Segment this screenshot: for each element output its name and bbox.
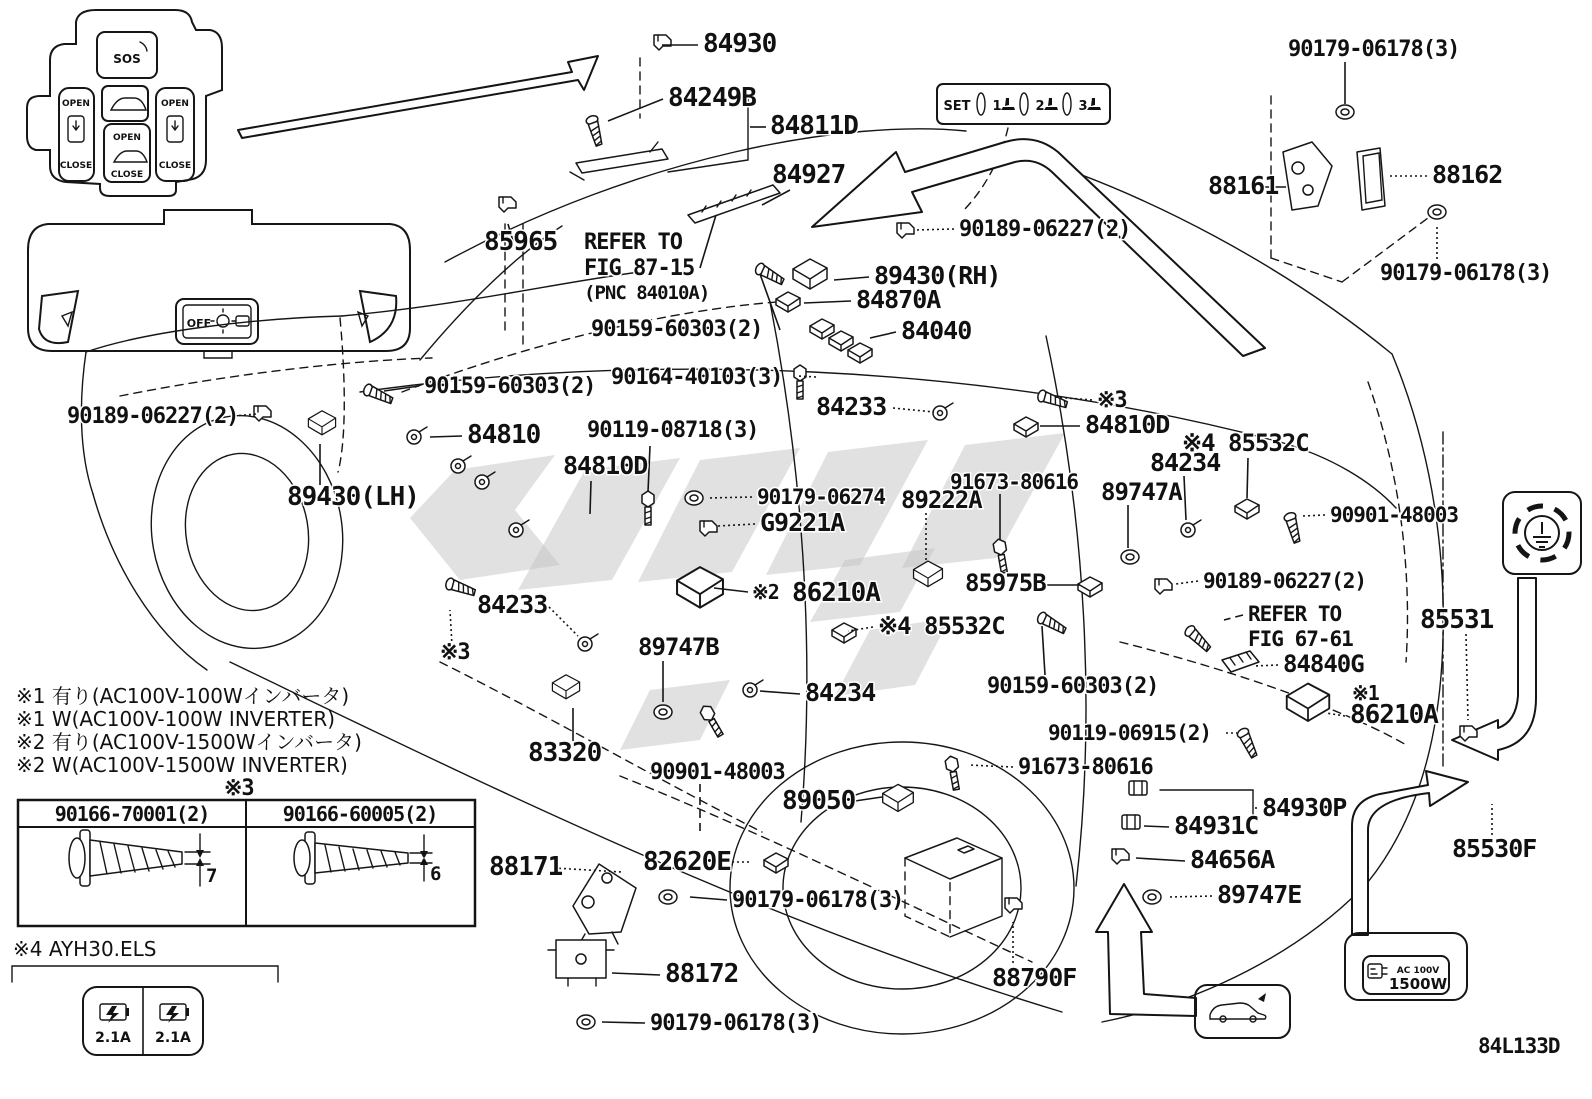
- part-label: 90189-06227(2): [1203, 569, 1367, 593]
- part-label: 84810D: [1085, 410, 1170, 439]
- leader-line: [700, 215, 716, 268]
- leader-line: [1224, 615, 1243, 620]
- part-label: 88790F: [992, 963, 1077, 992]
- leader-line: [893, 408, 934, 412]
- usb-amp-label-2: 2.1A: [155, 1030, 191, 1046]
- screw-figure-1: [69, 830, 217, 887]
- part-label: 90119-06915(2): [1048, 721, 1212, 745]
- part-label: 84234: [1150, 448, 1221, 477]
- leader-line: [1302, 515, 1325, 516]
- leader-line: [1466, 634, 1468, 720]
- part-label: 90179-06178(3): [1380, 261, 1552, 286]
- note-2-jp: ※2 有り(AC100V-1500Wインバータ): [16, 730, 362, 754]
- note-1-jp: ※1 有り(AC100V-100Wインバータ): [16, 684, 350, 708]
- outlet-wattage-label: 1500W: [1388, 975, 1448, 993]
- seat-memory-2-button[interactable]: 2: [1035, 99, 1045, 114]
- part-label: 90179-06178(3): [650, 1011, 822, 1036]
- part-label: 90901-48003: [1330, 503, 1459, 527]
- seat-memory-panel: [937, 84, 1110, 124]
- usb-ports-panel: [83, 987, 203, 1055]
- part-label: 90901-48003: [650, 760, 785, 785]
- leader-line: [608, 99, 663, 121]
- part-label: 85530F: [1452, 834, 1537, 863]
- module-88172: [548, 940, 614, 986]
- leader-line: [870, 332, 896, 338]
- leader-line: [1042, 626, 1045, 675]
- part-label: 90159-60303(2): [591, 317, 763, 342]
- leader-line: [612, 973, 660, 975]
- bracket-88171: [573, 864, 636, 948]
- usb-amp-label-1: 2.1A: [95, 1030, 131, 1046]
- leader-line: [1326, 713, 1345, 716]
- part-label: 88162: [1432, 160, 1503, 189]
- part-label: 90179-06274: [757, 485, 886, 509]
- seat-memory-set-button[interactable]: SET: [943, 99, 971, 114]
- part-label: 84930: [703, 29, 777, 59]
- left-open-label: OPEN: [62, 99, 90, 109]
- part-label: 82620E: [643, 847, 731, 877]
- center-close-label: CLOSE: [110, 170, 144, 180]
- part-label: 91673-80616: [1018, 755, 1153, 780]
- part-label: 89430(LH): [287, 482, 419, 512]
- part-label: 90179-06178(3): [1288, 37, 1460, 62]
- part-label: ※1: [1352, 681, 1379, 705]
- note-2-en: ※2 W(AC100V-1500W INVERTER): [16, 753, 348, 777]
- part-label: 90119-08718(3): [587, 418, 759, 443]
- leader-line: [760, 691, 800, 694]
- battery: [905, 838, 1002, 937]
- leader-line: [430, 436, 462, 437]
- pointer-arrow-liftgate-panel: [1096, 884, 1196, 1016]
- part-label: ※2: [752, 580, 779, 604]
- pointer-arrow-center: [812, 139, 1265, 356]
- part-label: 86210A: [1350, 700, 1438, 730]
- seat-memory-3-button[interactable]: 3: [1078, 99, 1088, 114]
- part-label: 84810: [467, 420, 541, 450]
- power-outlet-panel: [1345, 933, 1467, 1000]
- part-label: 90159-60303(2): [424, 374, 596, 399]
- part-label: 84811D: [770, 111, 858, 141]
- part-label: 89747A: [1101, 478, 1182, 506]
- pointer-arrow-outlet-panel: [1352, 771, 1468, 935]
- pointer-arrow-roof-rail: [238, 56, 598, 138]
- part-label: 84234: [805, 678, 876, 707]
- leader-line: [804, 301, 851, 303]
- screw-dim-1: 7: [206, 865, 217, 887]
- leader-line: [549, 607, 578, 636]
- part-label: 84870A: [856, 285, 941, 314]
- part-label: 89050: [782, 786, 856, 816]
- liftgate-switch-panel: [1195, 985, 1290, 1038]
- part-label: ※4 85532C: [1182, 429, 1309, 457]
- part-label: 84927: [772, 160, 846, 190]
- part-label: 84840G: [1283, 650, 1364, 678]
- leader-line: [602, 1022, 645, 1023]
- part-label: G9221A: [760, 508, 845, 537]
- part-label: 88171: [489, 852, 563, 882]
- part-label: ※3: [440, 640, 470, 665]
- ground-point-emblem: [1503, 492, 1581, 574]
- part-label: 85975B: [965, 569, 1046, 597]
- part-label: FIG 67-61: [1248, 627, 1353, 651]
- screw-figure-2: [294, 832, 441, 885]
- part-label: 84930P: [1262, 793, 1347, 822]
- part-label: 84040: [901, 316, 972, 345]
- part-label: 90189-06227(2): [959, 217, 1131, 242]
- leader-line: [1136, 858, 1185, 861]
- leader-line: [1144, 826, 1169, 827]
- leader-line: [1247, 458, 1248, 498]
- part-label: FIG 87-15: [584, 256, 695, 281]
- part-label: 89747B: [638, 633, 719, 661]
- note-1-en: ※1 W(AC100V-100W INVERTER): [16, 707, 336, 731]
- dome-off-label: OFF: [186, 317, 212, 330]
- part-label: 90159-60303(2): [987, 674, 1159, 699]
- battery-charge-icon: [160, 1004, 189, 1023]
- screw-size-table: [18, 800, 475, 926]
- dome-lamp-console-inset: [28, 210, 410, 358]
- screw-table-col1-header: 90166-70001(2): [54, 802, 210, 826]
- screw-dim-2: 6: [430, 863, 441, 885]
- screw-table-col2-header: 90166-60005(2): [282, 802, 438, 826]
- part-label: 86210A: [792, 578, 880, 608]
- part-label: 84249B: [668, 83, 756, 113]
- part-label: 84233: [477, 590, 548, 619]
- part-label: 91673-80616: [950, 470, 1079, 494]
- overhead-console-inset: [27, 10, 222, 196]
- leader-line: [798, 376, 816, 377]
- part-label: 84810D: [563, 451, 648, 480]
- part-label: 88172: [665, 959, 739, 989]
- part-label: ※4 85532C: [878, 612, 1005, 640]
- part-label: 88161: [1208, 171, 1279, 200]
- center-open-label: OPEN: [113, 133, 141, 143]
- plug-icon: [1368, 964, 1382, 978]
- part-label: 89430(RH): [874, 261, 1001, 290]
- part-label: 84233: [816, 392, 887, 421]
- leader-line: [914, 229, 954, 230]
- leader-line: [834, 277, 869, 280]
- part-label: 89747E: [1217, 880, 1302, 909]
- right-open-label: OPEN: [161, 99, 189, 109]
- part-label: REFER TO: [1248, 602, 1342, 626]
- part-label: 84931C: [1174, 811, 1259, 840]
- part-label: 90164-40103(3): [611, 365, 783, 390]
- leader-line: [1170, 896, 1212, 897]
- note-4-text: ※4 AYH30.ELS: [13, 937, 157, 961]
- leader-line: [968, 765, 1013, 767]
- left-close-label: CLOSE: [59, 161, 93, 171]
- part-label: 85965: [484, 227, 558, 257]
- battery-charge-icon: [100, 1004, 129, 1023]
- part-label: 84L133D: [1478, 1034, 1560, 1058]
- part-label: ※3: [1097, 388, 1127, 413]
- outlet-voltage-label: AC 100V: [1396, 966, 1440, 976]
- car-silhouette-icon: [1210, 1003, 1266, 1019]
- sos-button-label[interactable]: SOS: [113, 52, 141, 66]
- leader-line: [554, 868, 622, 872]
- seat-memory-1-button[interactable]: 1: [992, 99, 1002, 114]
- part-label: 85531: [1420, 605, 1494, 635]
- part-label: 90179-06178(3): [732, 888, 904, 913]
- leader-line: [1176, 581, 1198, 584]
- note-3-mark: ※3: [224, 776, 254, 801]
- part-label: 83320: [528, 738, 602, 768]
- part-label: (PNC 84010A): [584, 282, 710, 304]
- part-label: 90189-06227(2): [67, 404, 239, 429]
- part-label: 84656A: [1190, 845, 1275, 874]
- back-door-button[interactable]: [102, 86, 148, 121]
- part-label: 89222A: [901, 486, 982, 514]
- part-label: REFER TO: [584, 230, 682, 255]
- leader-line: [1254, 665, 1278, 666]
- leader-line: [1184, 476, 1186, 520]
- leader-line: [590, 481, 591, 514]
- right-close-label: CLOSE: [158, 161, 192, 171]
- leader-line: [690, 897, 727, 900]
